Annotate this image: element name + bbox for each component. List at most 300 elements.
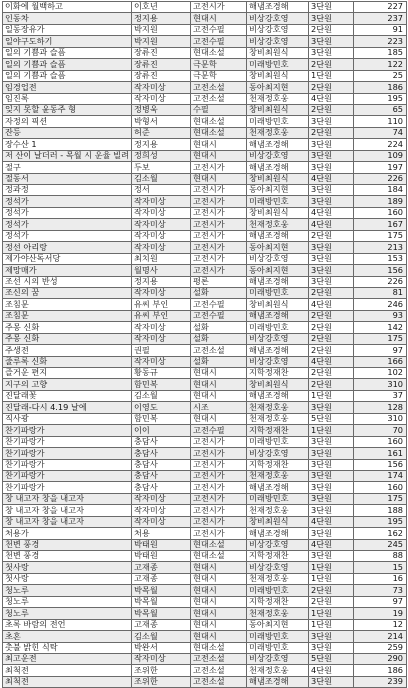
title-cell: 찬기파랑가 (3, 425, 132, 436)
table-row (3, 322, 407, 333)
title-cell: 창 내고자 창을 내고자 (3, 516, 132, 527)
publisher-cell: 해냄조경해 (247, 310, 309, 321)
publisher-cell: 비상강호영 (247, 24, 309, 35)
genre-cell: 고전소설 (191, 676, 247, 687)
page-cell: 224 (354, 139, 407, 150)
genre-cell: 고전소설 (191, 93, 247, 104)
genre-cell: 고전시가 (191, 162, 247, 173)
unit-cell: 3단원 (309, 642, 354, 653)
page-cell: 239 (354, 676, 407, 687)
genre-cell: 고전소설 (191, 665, 247, 676)
table-row (3, 207, 407, 218)
page-cell: 226 (354, 276, 407, 287)
genre-cell: 현대시 (191, 562, 247, 573)
table-row (3, 230, 407, 241)
unit-cell: 2단원 (309, 345, 354, 356)
table-row (3, 665, 407, 676)
page-cell: 290 (354, 653, 407, 664)
author-cell: 작자미상 (132, 93, 191, 104)
author-cell: 충담사 (132, 459, 191, 470)
page-cell: 156 (354, 265, 407, 276)
publisher-cell: 미래방민호 (247, 493, 309, 504)
unit-cell: 3단원 (309, 505, 354, 516)
genre-cell: 고전수필 (191, 36, 247, 47)
genre-cell: 고전수필 (191, 299, 247, 310)
publisher-cell: 동아최지현 (247, 242, 309, 253)
unit-cell: 2단원 (309, 333, 354, 344)
publisher-cell: 비상강호영 (247, 562, 309, 573)
title-cell: 찬기파랑가 (3, 482, 132, 493)
title-cell: 주몽 신화 (3, 333, 132, 344)
unit-cell: 3단원 (309, 482, 354, 493)
unit-cell: 4단원 (309, 299, 354, 310)
table-row (3, 642, 407, 653)
page-cell: 186 (354, 82, 407, 93)
genre-cell: 극문학 (191, 70, 247, 81)
unit-cell: 3단원 (309, 116, 354, 127)
author-cell: 작자미상 (132, 356, 191, 367)
table-row (3, 116, 407, 127)
page-cell: 259 (354, 642, 407, 653)
unit-cell: 3단원 (309, 2, 354, 13)
title-cell: 일동장유가 (3, 24, 132, 35)
title-cell: 정석가 (3, 219, 132, 230)
table-row (3, 482, 407, 493)
author-cell: 고재종 (132, 562, 191, 573)
title-cell: 청노루 (3, 585, 132, 596)
table-row (3, 2, 407, 13)
author-cell: 권필 (132, 345, 191, 356)
genre-cell: 평론 (191, 276, 247, 287)
genre-cell: 고전시가 (191, 459, 247, 470)
title-cell: 첫사랑 (3, 573, 132, 584)
table-row (3, 608, 407, 619)
page-cell: 175 (354, 493, 407, 504)
author-cell: 고재종 (132, 619, 191, 630)
publisher-cell: 미래방민호 (247, 585, 309, 596)
unit-cell: 3단원 (309, 150, 354, 161)
page-cell: 88 (354, 551, 407, 562)
page-cell: 93 (354, 310, 407, 321)
author-cell: 이호년 (132, 2, 191, 13)
author-cell: 유씨 부인 (132, 299, 191, 310)
genre-cell: 고전시가 (191, 470, 247, 481)
title-cell: 청노루 (3, 608, 132, 619)
genre-cell: 고전시가 (191, 482, 247, 493)
unit-cell: 3단원 (309, 459, 354, 470)
page-cell: 65 (354, 104, 407, 115)
table-row (3, 539, 407, 550)
page-cell: 122 (354, 59, 407, 70)
unit-cell: 1단원 (309, 70, 354, 81)
page-cell: 162 (354, 528, 407, 539)
table-row (3, 402, 407, 413)
title-cell: 진달래-다시 4.19 날에 (3, 402, 132, 413)
table-row (3, 185, 407, 196)
author-cell: 박목월 (132, 608, 191, 619)
unit-cell: 2단원 (309, 82, 354, 93)
publisher-cell: 해냄조경해 (247, 230, 309, 241)
table-row (3, 242, 407, 253)
page-cell: 195 (354, 93, 407, 104)
title-cell: 자정의 픽션 (3, 116, 132, 127)
unit-cell: 1단원 (309, 573, 354, 584)
page-cell: 128 (354, 402, 407, 413)
table-row (3, 413, 407, 424)
title-cell: 창 내고자 창을 내고자 (3, 493, 132, 504)
table-row (3, 676, 407, 687)
publisher-cell: 비상강호영 (247, 253, 309, 264)
page-cell: 175 (354, 333, 407, 344)
page-cell: 166 (354, 356, 407, 367)
author-cell: 정지용 (132, 276, 191, 287)
author-cell: 박태원 (132, 539, 191, 550)
author-cell: 조위한 (132, 676, 191, 687)
author-cell: 작자미상 (132, 230, 191, 241)
table-row (3, 162, 407, 173)
table-row (3, 562, 407, 573)
title-cell: 절구 (3, 162, 132, 173)
title-cell: 일의 기쁨과 슬픔 (3, 70, 132, 81)
genre-cell: 현대소설 (191, 116, 247, 127)
publisher-cell: 천재정호웅 (247, 665, 309, 676)
page-cell: 195 (354, 516, 407, 527)
table-row (3, 287, 407, 298)
unit-cell: 2단원 (309, 585, 354, 596)
page-cell: 110 (354, 116, 407, 127)
page-cell: 19 (354, 608, 407, 619)
publisher-cell: 해냄조경해 (247, 482, 309, 493)
publisher-cell: 해냄조경해 (247, 345, 309, 356)
table-row (3, 299, 407, 310)
author-cell: 이이 (132, 425, 191, 436)
page-cell: 109 (354, 150, 407, 161)
publisher-cell: 해냄조경해 (247, 528, 309, 539)
title-cell: 일의 기쁨과 슬픔 (3, 47, 132, 58)
genre-cell: 고전시가 (191, 253, 247, 264)
title-cell: 조침문 (3, 299, 132, 310)
page-cell: 310 (354, 413, 407, 424)
title-cell: 조신의 꿈 (3, 287, 132, 298)
genre-cell: 고전시가 (191, 2, 247, 13)
publisher-cell: 비상강호영 (247, 539, 309, 550)
title-cell: 인동차 (3, 13, 132, 24)
title-cell: 초혼 (3, 631, 132, 642)
table-row (3, 310, 407, 321)
publisher-cell: 지학정재찬 (247, 425, 309, 436)
publisher-cell: 미래방민호 (247, 196, 309, 207)
genre-cell: 현대시 (191, 379, 247, 390)
publisher-cell: 동아최지현 (247, 619, 309, 630)
publisher-cell: 해냄조경해 (247, 2, 309, 13)
table-row (3, 196, 407, 207)
unit-cell: 3단원 (309, 185, 354, 196)
table-row (3, 333, 407, 344)
table-row (3, 276, 407, 287)
genre-cell: 설화 (191, 287, 247, 298)
author-cell: 유씨 부인 (132, 310, 191, 321)
genre-cell: 고전시가 (191, 242, 247, 253)
unit-cell: 3단원 (309, 36, 354, 47)
table-row (3, 585, 407, 596)
author-cell: 정지용 (132, 139, 191, 150)
publisher-cell: 창비최원식 (247, 516, 309, 527)
publisher-cell: 창비최원식 (247, 104, 309, 115)
table-row (3, 36, 407, 47)
unit-cell: 2단원 (309, 368, 354, 379)
title-cell: 촛불 밝힌 식탁 (3, 642, 132, 653)
literature-index-table (2, 1, 407, 688)
unit-cell: 4단원 (309, 356, 354, 367)
genre-cell: 현대시 (191, 150, 247, 161)
unit-cell: 2단원 (309, 379, 354, 390)
publisher-cell: 미래방민호 (247, 287, 309, 298)
title-cell: 줄루록 신화 (3, 356, 132, 367)
genre-cell: 현대시 (191, 413, 247, 424)
author-cell: 작자미상 (132, 493, 191, 504)
author-cell: 박지원 (132, 24, 191, 35)
page-cell: 16 (354, 573, 407, 584)
publisher-cell: 천재정호웅 (247, 573, 309, 584)
page-cell: 37 (354, 390, 407, 401)
publisher-cell: 창비최원식 (247, 70, 309, 81)
unit-cell: 2단원 (309, 127, 354, 138)
title-cell: 제망매가 (3, 265, 132, 276)
genre-cell: 현대소설 (191, 127, 247, 138)
author-cell: 월명사 (132, 265, 191, 276)
unit-cell: 4단원 (309, 219, 354, 230)
page-cell: 156 (354, 459, 407, 470)
author-cell: 작자미상 (132, 333, 191, 344)
unit-cell: 2단원 (309, 596, 354, 607)
publisher-cell: 천재정호웅 (247, 413, 309, 424)
table-row (3, 653, 407, 664)
title-cell: 잊지 못할 윤동주 형 (3, 104, 132, 115)
page-cell: 73 (354, 585, 407, 596)
author-cell: 박완서 (132, 642, 191, 653)
unit-cell: 4단원 (309, 539, 354, 550)
unit-cell: 3단원 (309, 13, 354, 24)
unit-cell: 3단원 (309, 436, 354, 447)
title-cell: 최척전 (3, 676, 132, 687)
publisher-cell: 미래방민호 (247, 59, 309, 70)
table-row (3, 173, 407, 184)
title-cell: 장수산 1 (3, 139, 132, 150)
unit-cell: 1단원 (309, 390, 354, 401)
unit-cell: 3단원 (309, 493, 354, 504)
page-cell: 188 (354, 505, 407, 516)
publisher-cell: 동아최지현 (247, 185, 309, 196)
table-row (3, 459, 407, 470)
unit-cell: 3단원 (309, 551, 354, 562)
unit-cell: 2단원 (309, 322, 354, 333)
page-cell: 245 (354, 539, 407, 550)
author-cell: 박목월 (132, 585, 191, 596)
genre-cell: 현대시 (191, 596, 247, 607)
table-row (3, 70, 407, 81)
page-cell: 223 (354, 36, 407, 47)
table-row (3, 573, 407, 584)
author-cell: 충담사 (132, 482, 191, 493)
author-cell: 장류진 (132, 59, 191, 70)
page-cell: 226 (354, 173, 407, 184)
unit-cell: 1단원 (309, 425, 354, 436)
publisher-cell: 해냄조경해 (247, 676, 309, 687)
genre-cell: 고전시가 (191, 516, 247, 527)
table-row (3, 127, 407, 138)
author-cell: 작자미상 (132, 196, 191, 207)
publisher-cell: 비상강호영 (247, 150, 309, 161)
unit-cell: 3단원 (309, 448, 354, 459)
table-row (3, 24, 407, 35)
genre-cell: 고전시가 (191, 219, 247, 230)
genre-cell: 고전시가 (191, 265, 247, 276)
unit-cell: 2단원 (309, 24, 354, 35)
publisher-cell: 지학정재찬 (247, 368, 309, 379)
title-cell: 일야구도하기 (3, 36, 132, 47)
author-cell: 장류진 (132, 47, 191, 58)
unit-cell: 3단원 (309, 276, 354, 287)
title-cell: 정석가 (3, 207, 132, 218)
genre-cell: 수필 (191, 104, 247, 115)
publisher-cell: 미래방민호 (247, 322, 309, 333)
page-cell: 214 (354, 631, 407, 642)
title-cell: 즐거운 편지 (3, 368, 132, 379)
genre-cell: 고전소설 (191, 345, 247, 356)
table-body (3, 2, 407, 688)
page-cell: 81 (354, 287, 407, 298)
page-cell: 174 (354, 470, 407, 481)
table-row (3, 47, 407, 58)
page-cell: 160 (354, 207, 407, 218)
unit-cell: 3단원 (309, 676, 354, 687)
author-cell: 충담사 (132, 448, 191, 459)
author-cell: 작자미상 (132, 82, 191, 93)
table-row (3, 436, 407, 447)
title-cell: 임진록 (3, 93, 132, 104)
unit-cell: 3단원 (309, 631, 354, 642)
unit-cell: 3단원 (309, 162, 354, 173)
table-row (3, 104, 407, 115)
title-cell: 임경업전 (3, 82, 132, 93)
genre-cell: 고전시가 (191, 436, 247, 447)
table-row (3, 150, 407, 161)
genre-cell: 현대시 (191, 573, 247, 584)
title-cell: 제가야산독서당 (3, 253, 132, 264)
author-cell: 조위한 (132, 665, 191, 676)
author-cell: 충담사 (132, 470, 191, 481)
author-cell: 박지원 (132, 36, 191, 47)
page-cell: 97 (354, 345, 407, 356)
table-row (3, 356, 407, 367)
table-row (3, 551, 407, 562)
table-row (3, 505, 407, 516)
genre-cell: 시조 (191, 402, 247, 413)
table-row (3, 448, 407, 459)
genre-cell: 현대소설 (191, 642, 247, 653)
unit-cell: 3단원 (309, 528, 354, 539)
unit-cell: 3단원 (309, 253, 354, 264)
page-cell: 197 (354, 162, 407, 173)
table-row (3, 219, 407, 230)
author-cell: 정서 (132, 185, 191, 196)
table-row (3, 390, 407, 401)
author-cell: 작자미상 (132, 516, 191, 527)
title-cell: 창 내고자 창을 내고자 (3, 505, 132, 516)
table-row (3, 139, 407, 150)
genre-cell: 현대시 (191, 368, 247, 379)
table-row (3, 596, 407, 607)
page-cell: 97 (354, 596, 407, 607)
unit-cell: 5단원 (309, 413, 354, 424)
unit-cell: 2단원 (309, 59, 354, 70)
genre-cell: 현대시 (191, 390, 247, 401)
unit-cell: 4단원 (309, 207, 354, 218)
publisher-cell: 비상강호영 (247, 653, 309, 664)
unit-cell: 1단원 (309, 619, 354, 630)
author-cell: 작자미상 (132, 287, 191, 298)
title-cell: 조침문 (3, 310, 132, 321)
author-cell: 김소월 (132, 390, 191, 401)
table-row (3, 516, 407, 527)
author-cell: 장류진 (132, 70, 191, 81)
unit-cell: 5단원 (309, 653, 354, 664)
table-row (3, 59, 407, 70)
publisher-cell: 동아최지현 (247, 82, 309, 93)
table-row (3, 345, 407, 356)
unit-cell: 2단원 (309, 310, 354, 321)
title-cell: 주생전 (3, 345, 132, 356)
title-cell: 처용가 (3, 528, 132, 539)
publisher-cell: 비상강호영 (247, 356, 309, 367)
author-cell: 황동규 (132, 368, 191, 379)
table-row (3, 528, 407, 539)
title-cell: 천변 풍경 (3, 539, 132, 550)
publisher-cell: 지학정재찬 (247, 459, 309, 470)
genre-cell: 고전시가 (191, 207, 247, 218)
genre-cell: 고전시가 (191, 493, 247, 504)
genre-cell: 현대시 (191, 139, 247, 150)
publisher-cell: 비상강호영 (247, 333, 309, 344)
title-cell: 찬기파랑가 (3, 448, 132, 459)
unit-cell: 4단원 (309, 665, 354, 676)
publisher-cell: 해냄조경해 (247, 162, 309, 173)
page-cell: 15 (354, 562, 407, 573)
table-row (3, 82, 407, 93)
author-cell: 정병욱 (132, 104, 191, 115)
unit-cell: 4단원 (309, 173, 354, 184)
table-row (3, 470, 407, 481)
page-cell: 70 (354, 425, 407, 436)
genre-cell: 고전시가 (191, 230, 247, 241)
publisher-cell: 동아최지현 (247, 265, 309, 276)
page-cell: 161 (354, 448, 407, 459)
publisher-cell: 미래방민호 (247, 116, 309, 127)
genre-cell: 고전시가 (191, 505, 247, 516)
publisher-cell: 미래방민호 (247, 642, 309, 653)
table-row (3, 619, 407, 630)
publisher-cell: 지학정재찬 (247, 551, 309, 562)
title-cell: 직사광 (3, 413, 132, 424)
genre-cell: 고전시가 (191, 448, 247, 459)
publisher-cell: 창비최원식 (247, 299, 309, 310)
page-cell: 237 (354, 13, 407, 24)
unit-cell: 3단원 (309, 47, 354, 58)
author-cell: 함민복 (132, 413, 191, 424)
page-cell: 184 (354, 185, 407, 196)
unit-cell: 3단원 (309, 242, 354, 253)
genre-cell: 현대시 (191, 619, 247, 630)
